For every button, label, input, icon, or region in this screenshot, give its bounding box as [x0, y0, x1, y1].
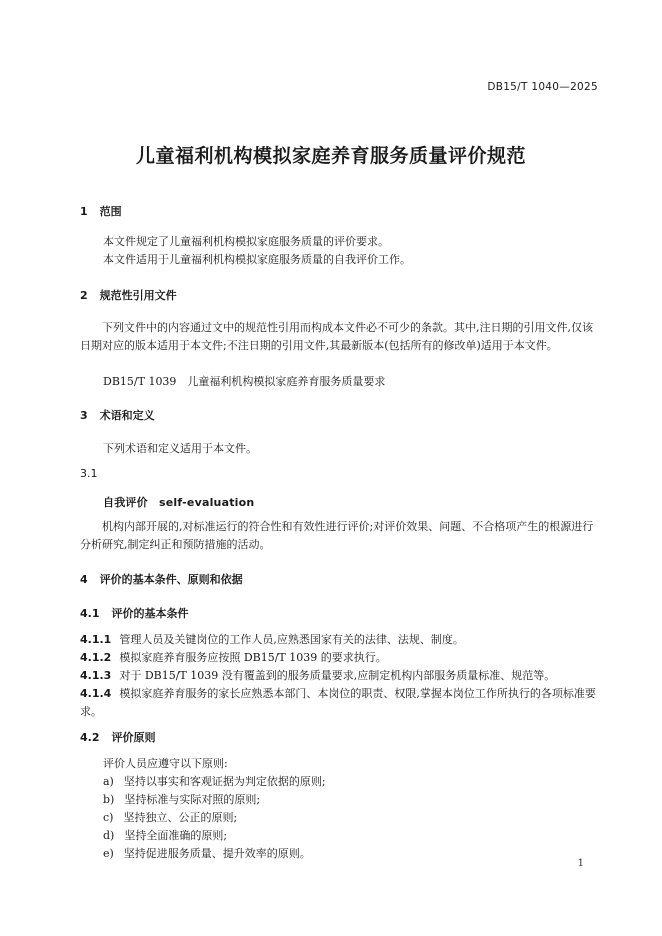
subsection-number: 4.1: [80, 607, 100, 620]
section-4-2-heading: [80, 729, 156, 745]
section-1-heading: [80, 203, 122, 219]
section-4-2-intro: 评价人员应遵守以下原则:: [103, 757, 228, 770]
clause-number: 4.1.1: [80, 633, 112, 646]
section-3-intro: 下列术语和定义适用于本文件。: [103, 442, 257, 455]
term-definition: 机构内部开展的,对标准运行的符合性和有效性进行评价;对评价效果、问题、不合格项产生的根源进行分析研究,制定纠正和预防措施的活动。: [80, 520, 594, 551]
clause-4-1-1: [80, 631, 464, 649]
list-text: 坚持标准与实际对照的原则;: [124, 793, 261, 806]
clause-text: 对于 DB15/T 1039 没有覆盖到的服务质量要求,应制定机构内部服务质量标准、规范等。: [119, 669, 556, 682]
clause-number: 4.1.3: [80, 669, 112, 682]
clause-text: 管理人员及关键岗位的工作人员,应熟悉国家有关的法律、法规、制度。: [119, 633, 464, 646]
normative-reference: DB15/T 1039 儿童福利机构模拟家庭养育服务质量要求: [103, 375, 386, 388]
page-number: 1: [577, 858, 584, 869]
clause-number: 4.1.2: [80, 651, 112, 664]
section-number: 3: [80, 409, 88, 422]
list-marker: e): [103, 847, 114, 860]
section-number: 4: [80, 573, 88, 586]
subsection-title: 评价的基本条件: [111, 607, 189, 620]
term-name: 自我评价 self-evaluation: [103, 496, 255, 509]
section-2-paragraph: 下列文件中的内容通过文中的规范性引用而构成本文件必不可少的条款。其中,注日期的引用文件,仅该日期对应的版本适用于本文件;不注日期的引用文件,其最新版本(包括所有的修改单)适用于本文件。: [80, 321, 593, 352]
section-4-1-heading: [80, 605, 189, 621]
subsection-number: 4.2: [80, 731, 100, 744]
section-1-paragraph-2: 本文件适用于儿童福利机构模拟家庭服务质量的自我评价工作。: [103, 253, 411, 266]
list-text: 坚持全面准确的原则;: [124, 829, 228, 842]
clause-4-1-2: [80, 649, 387, 667]
section-title: 范围: [99, 205, 122, 218]
section-title: 规范性引用文件: [99, 289, 177, 302]
list-marker: a): [103, 775, 114, 788]
section-number: 2: [80, 289, 88, 302]
principle-list-item: [103, 791, 260, 809]
section-number: 1: [80, 205, 88, 218]
principle-list-item: [103, 773, 326, 791]
standard-code: DB15/T 1040—2025: [487, 81, 598, 93]
section-3-heading: [80, 407, 155, 423]
principle-list-item: [103, 809, 237, 827]
section-title: 评价的基本条件、原则和依据: [99, 573, 243, 586]
clause-text: 模拟家庭养育服务的家长应熟悉本部门、本岗位的职责、权限,掌握本岗位工作所执行的各项标准要求。: [80, 687, 596, 718]
subsection-title: 评价原则: [111, 731, 156, 744]
list-marker: d): [103, 829, 115, 842]
document-title: 儿童福利机构模拟家庭养育服务质量评价规范: [135, 145, 526, 167]
section-title: 术语和定义: [99, 409, 155, 422]
term-number: 3.1: [80, 467, 98, 480]
clause-4-1-4: [80, 685, 602, 721]
section-4-heading: [80, 571, 243, 587]
principle-list-item: [103, 845, 311, 863]
list-text: 坚持以事实和客观证据为判定依据的原则;: [123, 775, 326, 788]
section-2-heading: [80, 287, 177, 303]
list-text: 坚持促进服务质量、提升效率的原则。: [123, 847, 311, 860]
list-marker: b): [103, 793, 115, 806]
clause-number: 4.1.4: [80, 687, 112, 700]
principle-list-item: [103, 827, 227, 845]
section-1-paragraph-1: 本文件规定了儿童福利机构模拟家庭服务质量的评价要求。: [103, 235, 389, 248]
list-marker: c): [103, 811, 114, 824]
clause-4-1-3: [80, 667, 555, 685]
list-text: 坚持独立、公正的原则;: [123, 811, 238, 824]
clause-text: 模拟家庭养育服务应按照 DB15/T 1039 的要求执行。: [119, 651, 387, 664]
